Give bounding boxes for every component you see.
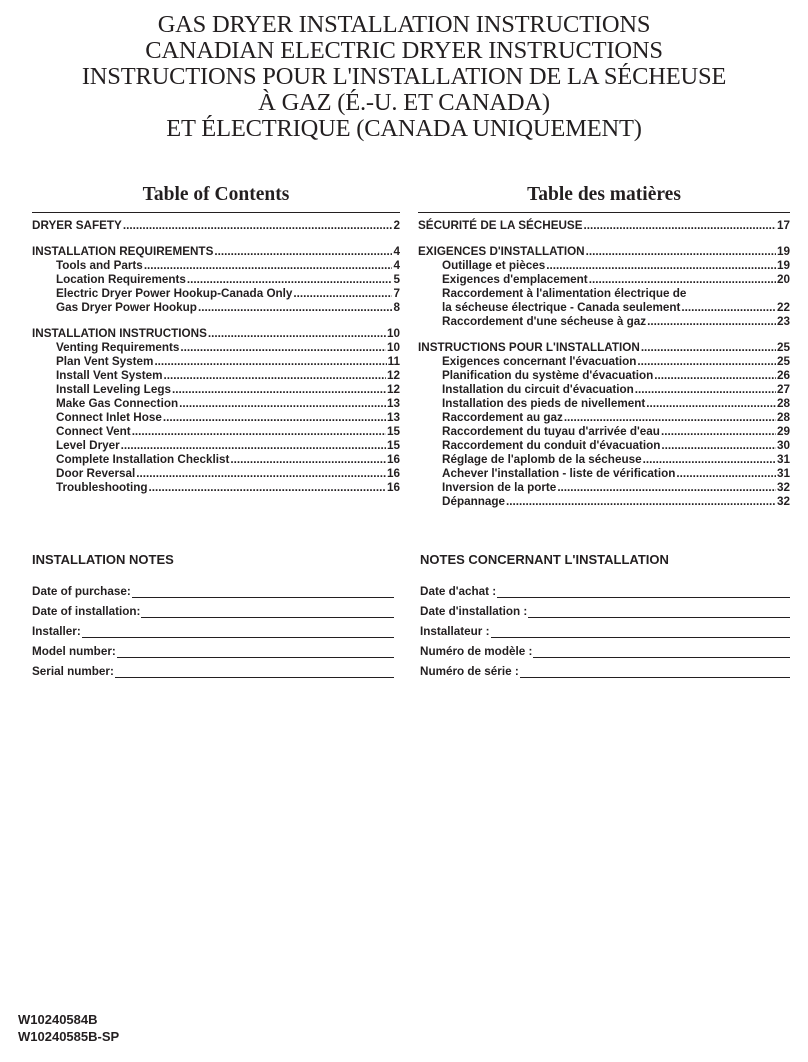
field-label: Model number:	[32, 645, 116, 658]
toc-entry[interactable]: Venting Requirements ..... 10	[32, 341, 400, 355]
title-line: GAS DRYER INSTALLATION INSTRUCTIONS	[157, 11, 651, 38]
notes-field[interactable]	[420, 598, 790, 618]
toc-entry[interactable]: Connect Vent ..... 15	[32, 425, 400, 439]
toc-entry[interactable]: INSTRUCTIONS POUR L'INSTALLATION ..... 25	[418, 341, 790, 355]
toc-entry[interactable]: EXIGENCES D'INSTALLATION ..... 19	[418, 245, 790, 259]
toc-entry[interactable]: Electric Dryer Power Hookup-Canada Only ..... 7	[32, 287, 400, 301]
title-line: ET ÉLECTRIQUE (CANADA UNIQUEMENT)	[166, 115, 642, 142]
toc-entry[interactable]: Plan Vent System ..... 11	[32, 355, 400, 369]
toc-entry[interactable]: Door Reversal ..... 16	[32, 467, 400, 481]
toc-entry[interactable]: Install Leveling Legs ..... 12	[32, 383, 400, 397]
toc-french	[418, 182, 790, 509]
notes-field[interactable]	[420, 658, 790, 678]
toc-entry[interactable]: Install Vent System ..... 12	[32, 369, 400, 383]
toc-heading: Table des matières	[527, 184, 681, 205]
divider	[418, 212, 790, 213]
toc-entry[interactable]: SÉCURITÉ DE LA SÉCHEUSE ..... 17	[418, 219, 790, 233]
toc-entry[interactable]: la sécheuse électrique - Canada seulement ..... 22	[418, 301, 790, 315]
field-label: Date of purchase:	[32, 585, 131, 598]
blank-line[interactable]	[533, 646, 790, 658]
field-label: Numéro de modèle :	[420, 645, 533, 658]
installation-notes-english	[32, 552, 394, 678]
toc-entry[interactable]: Connect Inlet Hose ..... 13	[32, 411, 400, 425]
notes-field[interactable]	[420, 618, 790, 638]
toc-entry[interactable]: Make Gas Connection ..... 13	[32, 397, 400, 411]
toc-entry[interactable]: Raccordement au gaz ..... 28	[418, 411, 790, 425]
blank-line[interactable]	[497, 586, 790, 598]
toc-entry[interactable]: Installation des pieds de nivellement ..... 28	[418, 397, 790, 411]
toc-entry[interactable]: Level Dryer ..... 15	[32, 439, 400, 453]
toc-entry[interactable]: Inversion de la porte ..... 32	[418, 481, 790, 495]
toc-entry[interactable]: Raccordement du conduit d'évacuation ..... 30	[418, 439, 790, 453]
title-line: À GAZ (É.-U. ET CANADA)	[258, 89, 550, 116]
toc-entry[interactable]: Location Requirements ..... 5	[32, 273, 400, 287]
notes-heading: NOTES CONCERNANT L'INSTALLATION	[420, 552, 669, 567]
toc-entry[interactable]: Complete Installation Checklist ..... 16	[32, 453, 400, 467]
toc-entry[interactable]: INSTALLATION INSTRUCTIONS ..... 10	[32, 327, 400, 341]
blank-line[interactable]	[82, 626, 394, 638]
blank-line[interactable]	[132, 586, 394, 598]
field-label: Numéro de série :	[420, 665, 519, 678]
field-label: Serial number:	[32, 665, 114, 678]
field-label: Date d'achat :	[420, 585, 497, 598]
notes-field[interactable]	[32, 638, 394, 658]
toc-entry[interactable]: Outillage et pièces ..... 19	[418, 259, 790, 273]
toc-entry[interactable]: Dépannage ..... 32	[418, 495, 790, 509]
notes-field[interactable]	[420, 578, 790, 598]
toc-heading: Table of Contents	[142, 184, 290, 205]
notes-field[interactable]	[420, 638, 790, 658]
toc-entry-continued: Raccordement à l'alimentation électrique de	[442, 287, 687, 300]
blank-line[interactable]	[520, 666, 790, 678]
toc-entry[interactable]: INSTALLATION REQUIREMENTS ..... 4	[32, 245, 400, 259]
toc-entry[interactable]: Raccordement du tuyau d'arrivée d'eau ..... 29	[418, 425, 790, 439]
field-label: Installateur :	[420, 625, 490, 638]
field-label: Date of installation:	[32, 605, 141, 618]
toc-entry[interactable]: Planification du système d'évacuation ..... 26	[418, 369, 790, 383]
document-title	[0, 12, 808, 142]
title-line: CANADIAN ELECTRIC DRYER INSTRUCTIONS	[145, 37, 663, 64]
blank-line[interactable]	[117, 646, 394, 658]
blank-line[interactable]	[115, 666, 394, 678]
toc-entry[interactable]: Tools and Parts ..... 4	[32, 259, 400, 273]
toc-entry[interactable]: Achever l'installation - liste de vérification ..... 31	[418, 467, 790, 481]
toc-entry[interactable]: DRYER SAFETY ..... 2	[32, 219, 400, 233]
divider	[32, 212, 400, 213]
blank-line[interactable]	[141, 606, 394, 618]
toc-entry[interactable]: Réglage de l'aplomb de la sécheuse ..... 31	[418, 453, 790, 467]
installation-notes-french	[420, 552, 790, 678]
notes-field[interactable]	[32, 658, 394, 678]
toc-english	[32, 182, 400, 495]
blank-line[interactable]	[528, 606, 790, 618]
notes-heading: INSTALLATION NOTES	[32, 552, 174, 567]
toc-entry[interactable]: Troubleshooting ..... 16	[32, 481, 400, 495]
document-code: W10240585B-SP	[18, 1029, 120, 1044]
toc-entry[interactable]: Gas Dryer Power Hookup ..... 8	[32, 301, 400, 315]
document-codes	[18, 1011, 119, 1045]
toc-entry[interactable]: Raccordement d'une sécheuse à gaz ..... 23	[418, 315, 790, 329]
title-line: INSTRUCTIONS POUR L'INSTALLATION DE LA SÉCHEUSE	[81, 63, 727, 90]
toc-entry[interactable]: Exigences d'emplacement ..... 20	[418, 273, 790, 287]
notes-field[interactable]	[32, 618, 394, 638]
document-code: W10240584B	[18, 1012, 98, 1027]
notes-field[interactable]	[32, 598, 394, 618]
field-label: Installer:	[32, 625, 81, 638]
toc-entry[interactable]: Exigences concernant l'évacuation ..... 25	[418, 355, 790, 369]
blank-line[interactable]	[491, 626, 791, 638]
field-label: Date d'installation :	[420, 605, 528, 618]
notes-field[interactable]	[32, 578, 394, 598]
toc-entry[interactable]: Installation du circuit d'évacuation ..... 27	[418, 383, 790, 397]
